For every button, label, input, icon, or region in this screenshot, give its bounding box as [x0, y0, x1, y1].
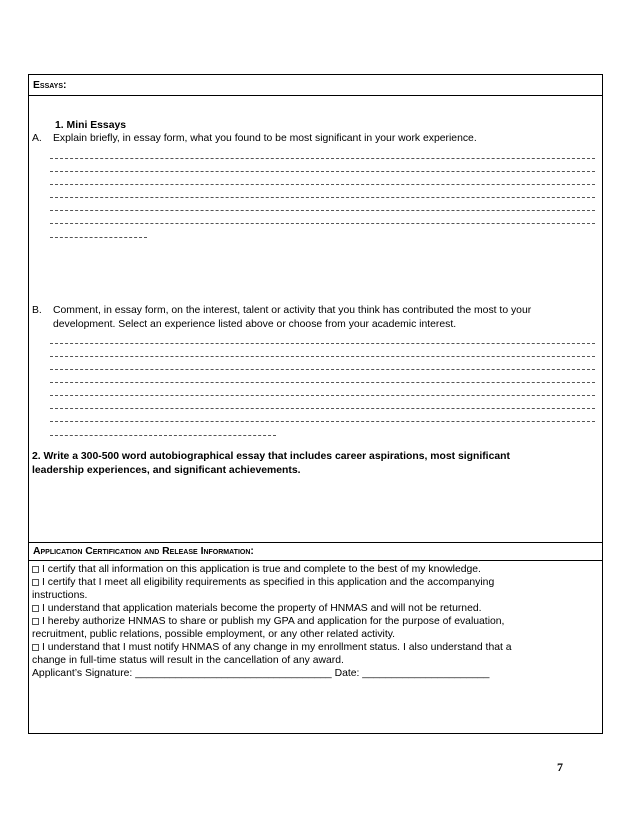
answer-b-line[interactable]: [50, 369, 595, 370]
answer-b-line[interactable]: [50, 408, 595, 409]
answer-a-line[interactable]: [50, 184, 595, 185]
certification-item-text: I hereby authorize HNMAS to share or publish my GPA and application for the purpose of evaluation,: [42, 616, 505, 627]
question-2-line-2: leadership experiences, and significant achievements.: [32, 465, 301, 476]
checkbox-icon[interactable]: [32, 605, 39, 612]
checkbox-icon[interactable]: [32, 644, 39, 651]
question-a-text: Explain briefly, in essay form, what you found to be most significant in your work experience.: [53, 133, 477, 144]
page-number: 7: [557, 760, 563, 774]
question-b-text-2: development. Select an experience listed above or choose from your academic interest.: [53, 319, 457, 330]
certification-item: [32, 564, 481, 576]
certification-item-text: I certify that I meet all eligibility requirements as specified in this application and the accompanying: [42, 577, 495, 588]
essays-header: Essays:: [33, 80, 67, 91]
checkbox-icon[interactable]: [32, 618, 39, 625]
answer-a-line[interactable]: [50, 171, 595, 172]
answer-b-line[interactable]: [50, 356, 595, 357]
certification-item: [32, 616, 504, 628]
certification-item-continued: change in full-time status will result in the cancellation of any award.: [32, 655, 344, 666]
question-a-marker: A.: [32, 133, 42, 144]
certification-header: Application Certification and Release Information:: [33, 546, 254, 557]
answer-b-line[interactable]: [50, 421, 595, 422]
answer-a-line[interactable]: [50, 237, 147, 238]
certification-body-box: [28, 560, 603, 734]
question-b-marker: B.: [32, 305, 42, 316]
certification-item-text: I understand that application materials become the property of HNMAS and will not be returned.: [42, 603, 482, 614]
answer-a-line[interactable]: [50, 158, 595, 159]
checkbox-icon[interactable]: [32, 566, 39, 573]
certification-header-box: [28, 542, 603, 561]
checkbox-icon[interactable]: [32, 579, 39, 586]
answer-b-line[interactable]: [50, 382, 595, 383]
certification-item-text: I understand that I must notify HNMAS of any change in my enrollment status. I also understand that a: [42, 642, 512, 653]
certification-item-continued: instructions.: [32, 590, 88, 601]
answer-b-line[interactable]: [50, 343, 595, 344]
certification-item: [32, 642, 512, 654]
signature-date-line[interactable]: Applicant’s Signature: __________________________________ Date: ______________________: [32, 668, 490, 679]
essays-body-box: [28, 95, 603, 543]
certification-item-continued: recruitment, public relations, possible employment, or any other related activity.: [32, 629, 396, 640]
answer-b-line[interactable]: [50, 435, 276, 436]
answer-a-line[interactable]: [50, 223, 595, 224]
answer-b-line[interactable]: [50, 395, 595, 396]
certification-item: [32, 603, 482, 615]
question-2-line-1: 2. Write a 300-500 word autobiographical essay that includes career aspirations, most significant: [32, 451, 510, 462]
essays-header-box: [28, 74, 603, 96]
answer-a-line[interactable]: [50, 197, 595, 198]
certification-item: [32, 577, 494, 589]
question-b-text-1: Comment, in essay form, on the interest, talent or activity that you think has contributed the most to your: [53, 305, 532, 316]
mini-essays-title: 1. Mini Essays: [55, 120, 127, 131]
answer-a-line[interactable]: [50, 210, 595, 211]
certification-item-text: I certify that all information on this application is true and complete to the best of my knowledge.: [42, 564, 481, 575]
